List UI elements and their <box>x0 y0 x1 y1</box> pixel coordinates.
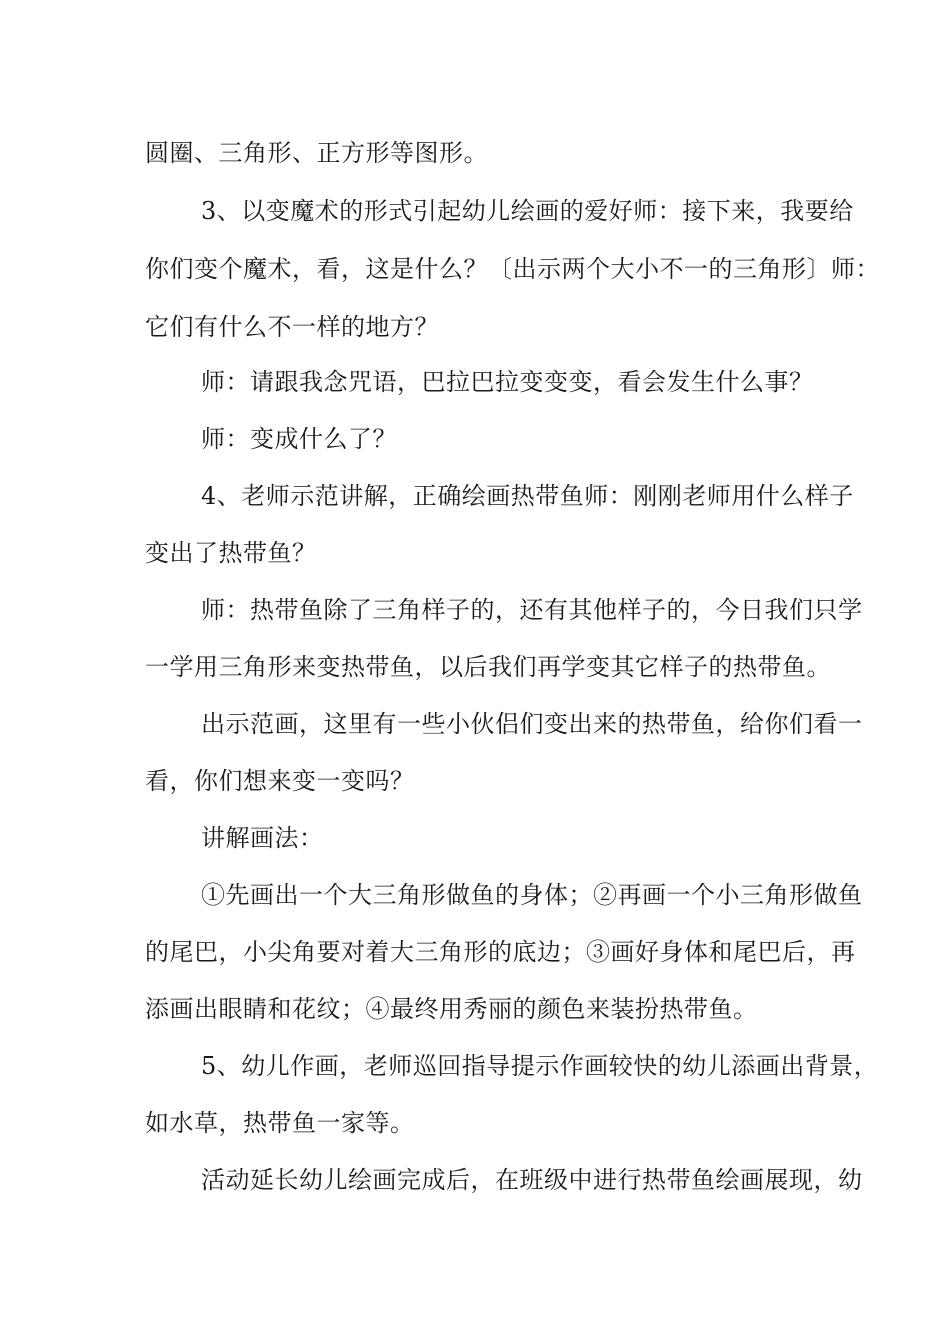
text-line: 活动延长幼儿绘画完成后，在班级中进行热带鱼绘画展现，幼 <box>201 1166 863 1194</box>
text-line: 圆圈、三角形、正方形等图形。 <box>145 139 488 167</box>
text-line: 讲解画法： <box>201 824 324 852</box>
text-line: 师：热带鱼除了三角样子的，还有其他样子的，今日我们只学 <box>201 596 863 624</box>
text-line: 3、以变魔术的形式引起幼儿绘画的爱好师：接下来，我要给 <box>201 197 854 225</box>
text-line: 变出了热带鱼？ <box>145 539 317 567</box>
text-line: 出示范画，这里有一些小伙侣们变出来的热带鱼，给你们看一 <box>201 710 863 738</box>
text-line: 师：变成什么了？ <box>201 425 397 453</box>
text-line: 你们变个魔术，看，这是什么？〔出示两个大小不一的三角形〕师： <box>145 255 880 283</box>
text-line: 师：请跟我念咒语，巴拉巴拉变变变，看会发生什么事？ <box>201 368 814 396</box>
text-line: 一学用三角形来变热带鱼，以后我们再学变其它样子的热带鱼。 <box>145 653 831 681</box>
text-line: 4、老师示范讲解，正确绘画热带鱼师：刚刚老师用什么样子 <box>201 482 854 510</box>
text-line: ①先画出一个大三角形做鱼的身体；②再画一个小三角形做鱼 <box>201 881 863 909</box>
text-line: 的尾巴，小尖角要对着大三角形的底边；③画好身体和尾巴后，再 <box>145 938 856 966</box>
text-line: 5、幼儿作画，老师巡回指导提示作画较快的幼儿添画出背景， <box>201 1052 879 1080</box>
text-line: 如水草，热带鱼一家等。 <box>145 1109 415 1137</box>
text-line: 添画出眼睛和花纹；④最终用秀丽的颜色来装扮热带鱼。 <box>145 995 758 1023</box>
text-line: 它们有什么不一样的地方？ <box>145 313 439 341</box>
text-line: 看，你们想来变一变吗？ <box>145 767 415 795</box>
